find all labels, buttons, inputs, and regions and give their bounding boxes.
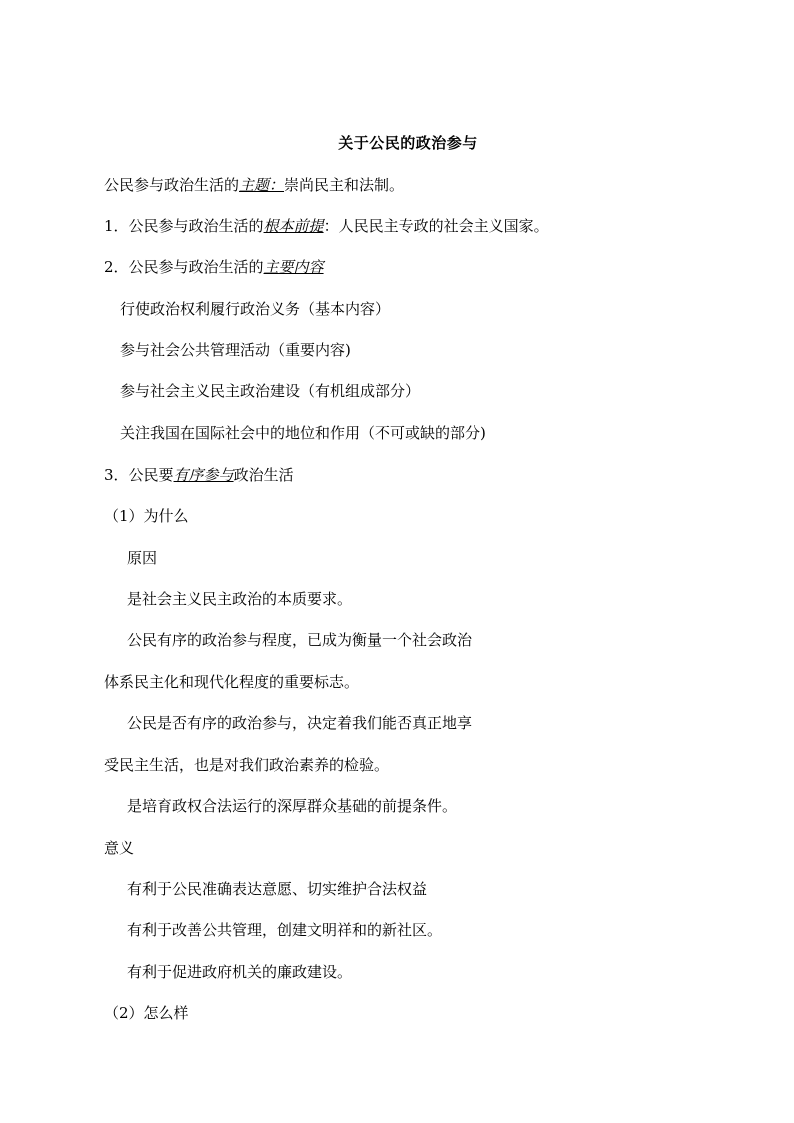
reason-heading: 原因 bbox=[127, 549, 158, 567]
item3-text: 政治生活 bbox=[233, 466, 294, 484]
item3-label: 有序参与 bbox=[173, 466, 234, 484]
theme-prefix: 公民参与政治生活的 bbox=[104, 176, 240, 194]
item1-line bbox=[104, 216, 549, 236]
meaning-1: 有利于公民准确表达意愿、切实维护合法权益 bbox=[127, 880, 428, 898]
item2-label: 主要内容 bbox=[263, 258, 324, 276]
document-title: 关于公民的政治参与 bbox=[338, 134, 478, 152]
content-item-4: 关注我国在国际社会中的地位和作用（不可或缺的部分) bbox=[120, 424, 486, 442]
why-heading: （1）为什么 bbox=[104, 507, 189, 525]
content-item-2: 参与社会公共管理活动（重要内容) bbox=[120, 341, 351, 359]
content-item-1: 行使政治权利履行政治义务（基本内容） bbox=[120, 300, 391, 318]
theme-line bbox=[104, 175, 404, 195]
reason-4: 是培育政权合法运行的深厚群众基础的前提条件。 bbox=[127, 797, 458, 815]
reason-2-cont: 体系民主化和现代化程度的重要标志。 bbox=[104, 673, 360, 691]
reason-1: 是社会主义民主政治的本质要求。 bbox=[127, 590, 353, 608]
reason-3: 公民是否有序的政治参与，决定着我们能否真正地享 bbox=[127, 714, 473, 732]
theme-label: 主题： bbox=[239, 176, 285, 194]
meaning-2: 有利于改善公共管理，创建文明祥和的新社区。 bbox=[127, 921, 443, 939]
item1-label: 根本前提 bbox=[263, 217, 324, 235]
theme-text: 崇尚民主和法制。 bbox=[284, 176, 405, 194]
item2-prefix: 2．公民参与政治生活的 bbox=[104, 258, 264, 276]
item2-line bbox=[104, 257, 324, 277]
item1-prefix: 1．公民参与政治生活的 bbox=[104, 217, 264, 235]
how-heading: （2）怎么样 bbox=[104, 1004, 189, 1022]
item3-prefix: 3．公民要 bbox=[104, 466, 174, 484]
meaning-3: 有利于促进政府机关的廉政建设。 bbox=[127, 963, 353, 981]
reason-3-cont: 受民主生活，也是对我们政治素养的检验。 bbox=[104, 756, 390, 774]
item1-text: ：人民民主专政的社会主义国家。 bbox=[323, 217, 549, 235]
content-item-3: 参与社会主义民主政治建设（有机组成部分） bbox=[120, 382, 421, 400]
meaning-heading: 意义 bbox=[104, 839, 135, 857]
reason-2: 公民有序的政治参与程度，已成为衡量一个社会政治 bbox=[127, 631, 473, 649]
item3-line bbox=[104, 465, 294, 485]
